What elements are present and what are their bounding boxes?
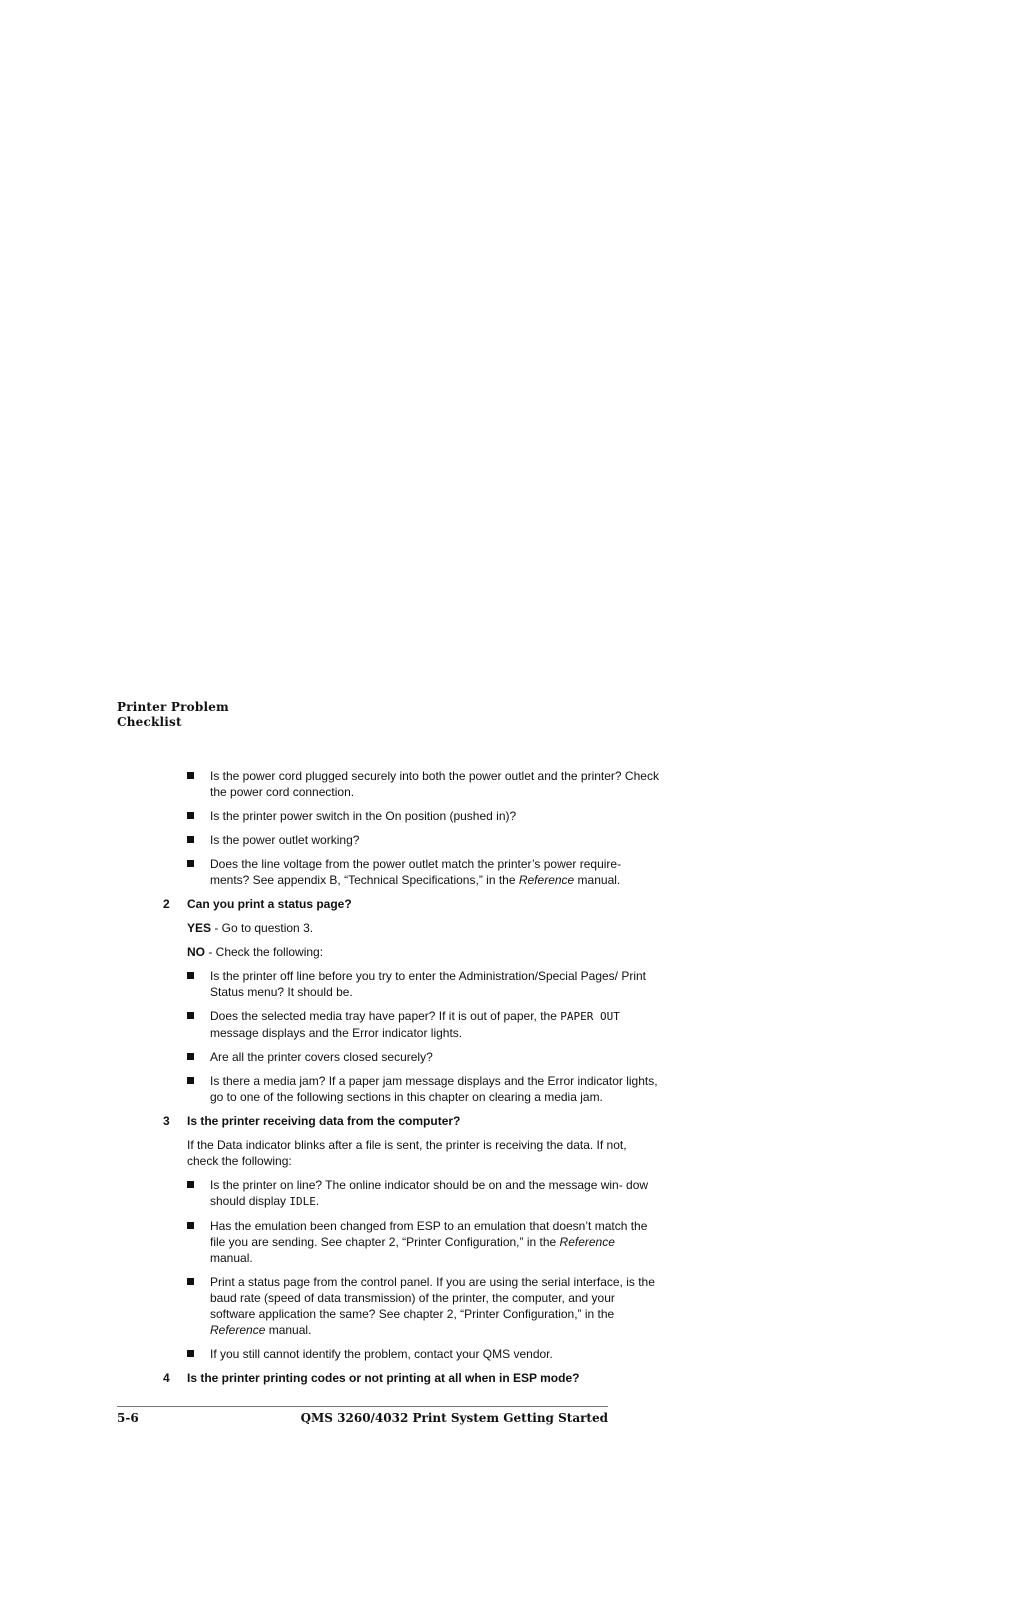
no-answer: NO - Check the following:: [187, 945, 324, 959]
list-item: Does the selected media tray have paper? If it is out of paper, the PAPER OUT message displays and the Error indicator lights.: [160, 1008, 660, 1041]
square-bullet-icon: [187, 836, 194, 843]
square-bullet-icon: [187, 1077, 194, 1084]
list-item: Print a status page from the control panel. If you are using the serial interface, is the baud rate (speed of data transmission) of the printer, the computer, and your software application the same? See chapter 2, “Printer Configuration,” in the Reference manual.: [160, 1274, 660, 1338]
list-item: If you still cannot identify the problem, contact your QMS vendor.: [160, 1346, 660, 1362]
question-3-intro: If the Data indicator blinks after a file is sent, the printer is receiving the data. If not, check the following:: [187, 1138, 627, 1168]
question-number: 4: [163, 1371, 170, 1385]
sidebar-heading-line-1: Printer Problem: [117, 700, 229, 714]
list-item: Is there a media jam? If a paper jam message displays and the Error indicator lights, go to one of the following sections in this chapter on clearing a media jam.: [160, 1073, 660, 1105]
square-bullet-icon: [187, 1350, 194, 1357]
list-item: Are all the printer covers closed securely?: [160, 1049, 660, 1065]
square-bullet-icon: [187, 860, 194, 867]
sidebar-heading-line-2: Checklist: [117, 715, 182, 729]
page-number: 5-6: [117, 1411, 139, 1425]
question-number: 2: [163, 897, 170, 911]
square-bullet-icon: [187, 1012, 194, 1019]
square-bullet-icon: [187, 772, 194, 779]
square-bullet-icon: [187, 972, 194, 979]
checklist-body: [160, 768, 660, 1394]
question-3: [160, 1113, 660, 1129]
square-bullet-icon: [187, 812, 194, 819]
question-2: [160, 896, 660, 912]
question-text: Is the printer receiving data from the computer?: [187, 1114, 461, 1128]
book-title: QMS 3260/4032 Print System Getting Started: [300, 1411, 608, 1425]
list-item: Does the line voltage from the power outlet match the printer’s power require- ments? See appendix B, “Technical Specifications,” in the Reference manual.: [160, 856, 660, 888]
list-item: Has the emulation been changed from ESP to an emulation that doesn’t match the file you are sending. See chapter 2, “Printer Configuration,” in the Reference manual.: [160, 1218, 660, 1266]
section-sidebar-heading: [117, 700, 229, 730]
question-text: Is the printer printing codes or not printing at all when in ESP mode?: [187, 1371, 580, 1385]
question-text: Can you print a status page?: [187, 897, 352, 911]
square-bullet-icon: [187, 1053, 194, 1060]
square-bullet-icon: [187, 1222, 194, 1229]
list-item: Is the printer on line? The online indicator should be on and the message win- dow should display IDLE.: [160, 1177, 660, 1210]
list-item: Is the power outlet working?: [160, 832, 660, 848]
list-item: Is the printer power switch in the On position (pushed in)?: [160, 808, 660, 824]
question-4: [160, 1370, 660, 1386]
square-bullet-icon: [187, 1278, 194, 1285]
question-number: 3: [163, 1114, 170, 1128]
list-item: Is the printer off line before you try to enter the Administration/Special Pages/ Print Status menu? It should be.: [160, 968, 660, 1000]
footer-divider: [117, 1406, 608, 1407]
square-bullet-icon: [187, 1181, 194, 1188]
list-item: Is the power cord plugged securely into both the power outlet and the printer? Check the power cord connection.: [160, 768, 660, 800]
yes-answer: YES - Go to question 3.: [187, 921, 314, 935]
